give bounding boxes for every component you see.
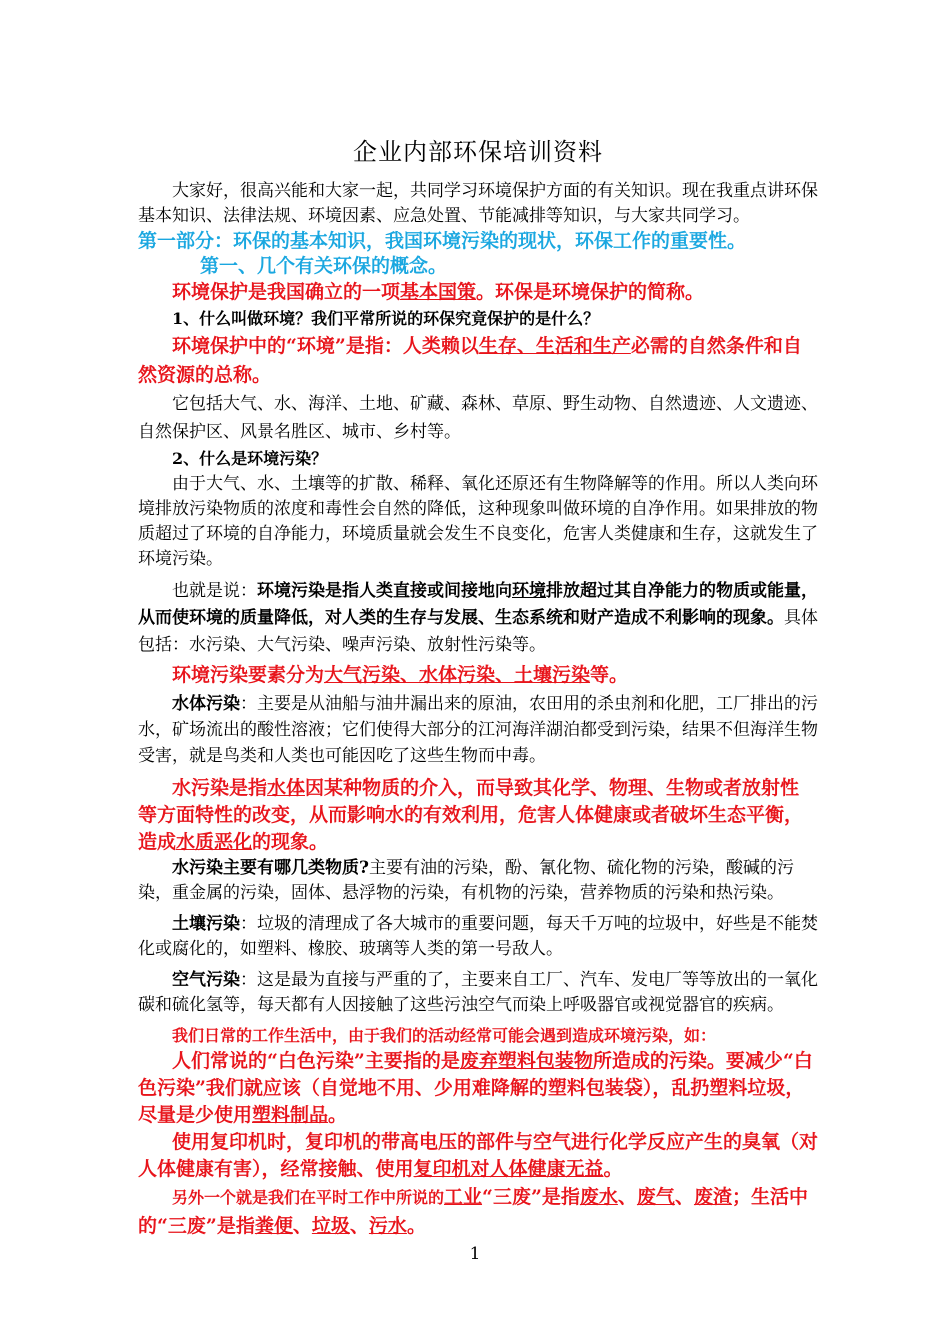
water-pollution-types: 水污染主要有哪几类物质?主要有油的污染，酚、氰化物、硫化物的污染，酸碱的污染，重金属的污染，固体、悬浮物的污染，有机物的污染，营养物质的污染和热污染。 (138, 858, 794, 903)
pollution-definition: 也就是说：环境污染是指人类直接或间接地向环境排放超过其自净能力的物质或能量，从而使环境的质量降低，对人类的生存与发展、生态系统和财产造成不利影响的现象。具体包括：水污染、大气污染、噪声污染、放射性污染等。 (138, 581, 818, 655)
environment-definition: 环境保护中的“环境”是指：人类赖以生存、生活和生产必需的自然条件和自然资源的总称。 (138, 335, 802, 386)
water-body-pollution: 水体污染：主要是从油船与油井漏出来的原油，农田用的杀虫剂和化肥，工厂排出的污水，矿场流出的酸性溶液；它们使得大部分的江河海洋湖泊都受到污染，结果不但海洋生物受害，就是鸟类和人类也可能因吃了这些生物而中毒。 (138, 694, 818, 766)
self-cleaning-paragraph: 由于大气、水、土壤等的扩散、稀释、氧化还原还有生物降解等的作用。所以人类向环境排放污染物质的浓度和毒性会自然的降低，这种现象叫做环境的自净作用。如果排放的物质超过了环境的自净能力，环境质量就会发生不良变化，危害人类健康和生存，这就发生了环境污染。 (138, 474, 818, 569)
pollution-elements: 环境污染要素分为大气污染、水体污染、土壤污染等。 (172, 664, 629, 686)
air-pollution: 空气污染：这是最为直接与严重的了，主要来自工厂、汽车、发电厂等等放出的一氧化碳和硫化氢等，每天都有人因接触了这些污浊空气而染上呼吸器官或视觉器官的疾病。 (138, 970, 818, 1015)
question-1: 1、什么叫做环境？我们平常所说的环保究竟保护的是什么？ (172, 309, 600, 328)
soil-pollution: 土壤污染：垃圾的清理成了各大城市的重要问题，每天千万吨的垃圾中，好些是不能焚化或腐化的，如塑料、橡胶、玻璃等人类的第一号敌人。 (138, 914, 818, 959)
part1-heading: 第一部分：环保的基本知识，我国环境污染的现状，环保工作的重要性。 (138, 230, 747, 252)
section1-heading: 第一、几个有关环保的概念。 (200, 255, 448, 277)
intro-paragraph: 大家好，很高兴能和大家一起，共同学习环境保护方面的有关知识。现在我重点讲环保基本知识、法律法规、环境因素、应急处置、节能减排等知识，与大家共同学习。 (138, 181, 818, 226)
page-number: 1 (469, 1244, 481, 1264)
copier-note: 使用复印机时，复印机的带高电压的部件与空气进行化学反应产生的臭氧（对人体健康有害），经常接触、使用复印机对人体健康无益。 (138, 1131, 819, 1180)
water-pollution-definition: 水污染是指水体因某种物质的介入，而导致其化学、物理、生物或者放射性等方面特性的改变，从而影响水的有效利用，危害人体健康或者破坏生态平衡，造成水质恶化的现象。 (138, 777, 804, 853)
policy-statement: 环境保护是我国确立的一项基本国策。环保是环境保护的简称。 (172, 281, 705, 303)
question-2: 2、什么是环境污染？ (172, 449, 328, 468)
environment-list: 它包括大气、水、海洋、土地、矿藏、森林、草原、野生动物、自然遗迹、人文遗迹、自然保护区、风景名胜区、城市、乡村等。 (138, 394, 818, 442)
document-page (138, 132, 818, 1240)
white-pollution: 人们常说的“白色污染”主要指的是废弃塑料包装物所造成的污染。要减少“白色污染”我们就应该（自觉地不用、少用难降解的塑料包装袋），乱扔塑料垃圾，尽量是少使用塑料制品。 (138, 1050, 813, 1126)
daily-life-note: 我们日常的工作生活中，由于我们的活动经常可能会遇到造成环境污染，如： (172, 1026, 717, 1045)
three-wastes: 另外一个就是我们在平时工作中所说的工业“三废”是指废水、废气、废渣；生活中的“三废”是指粪便、垃圾、污水。 (138, 1186, 808, 1237)
document-title: 企业内部环保培训资料 (353, 138, 603, 166)
